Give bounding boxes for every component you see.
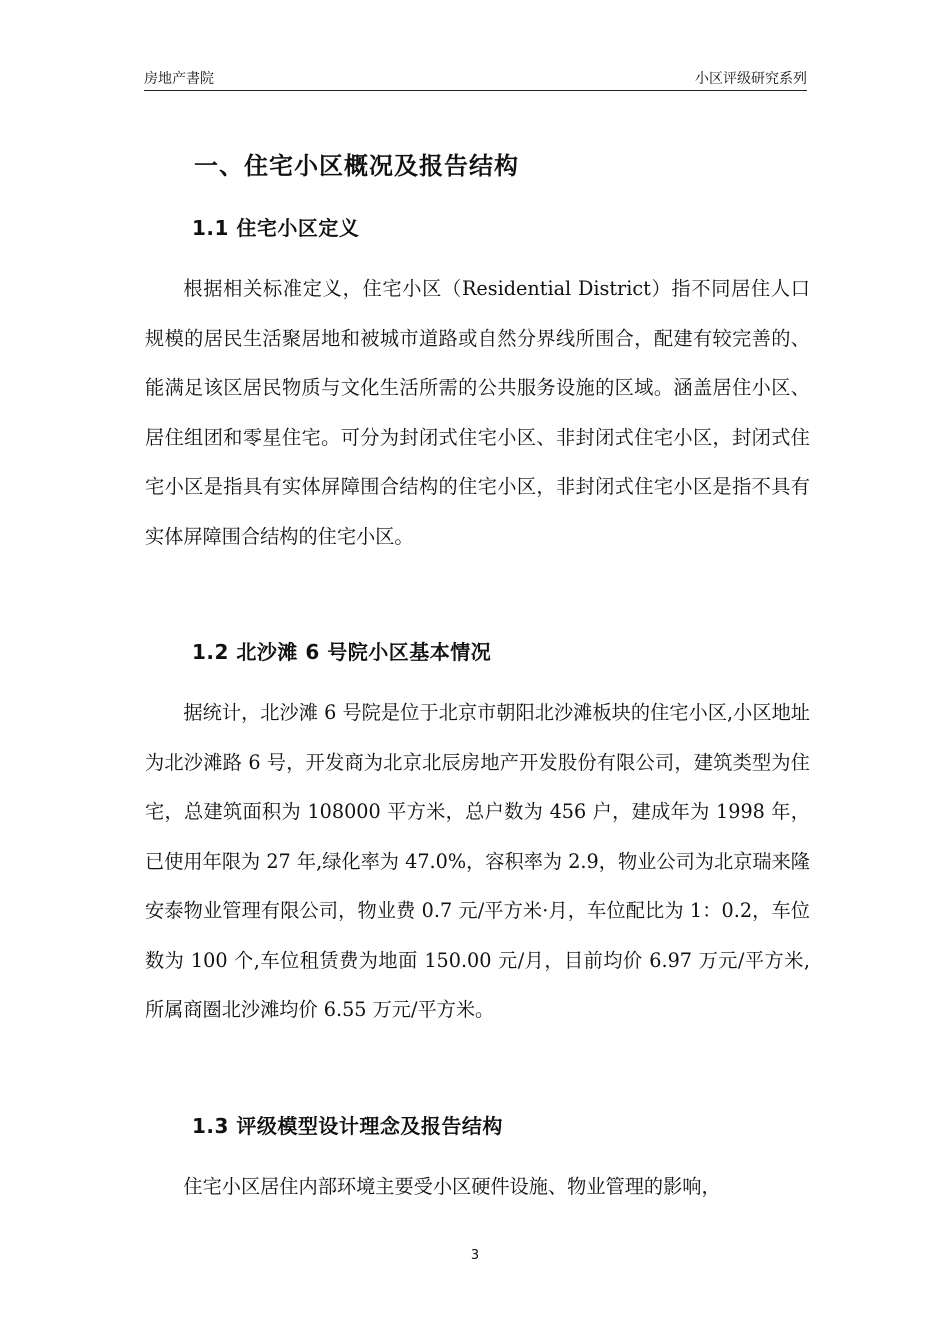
paragraph-model-design: 住宅小区居住内部环境主要受小区硬件设施、物业管理的影响， — [183, 1175, 721, 1198]
subsection-heading-1-2: 1.2 北沙滩 6 号院小区基本情况 — [192, 640, 492, 664]
paragraph-definition: 根据相关标准定义，住宅小区（Residential District）指不同居住人口规模的居民生活聚居地和被城市道路或自然分界线所围合，配建有较完善的、能满足该区居民物质与文化生活所需的公共服务设施的区域。涵盖居住小区、居住组团和零星住宅。可分为封闭式住宅小区、非封闭式住宅小区，封闭式住宅小区是指具有实体屏障围合结构的住宅小区，非封闭式住宅小区是指不具有实体屏障围合结构的住宅小区。 — [145, 277, 810, 548]
paragraph-basic-info: 据统计，北沙滩 6 号院是位于北京市朝阳北沙滩板块的住宅小区,小区地址为北沙滩路 6 号，开发商为北京北辰房地产开发股份有限公司，建筑类型为住宅，总建筑面积为 108000 平方米，总户数为 456 户，建成年为 1998 年，已使用年限为 27 年,绿化率为 47.0%，容积率为 2.9，物业公司为北京瑞来隆安泰物业管理有限公司，物业费 0.7 元/平方米·月，车位配比为 1：0.2，车位数为 100 个,车位租赁费为地面 150.00 元/月，目前均价 6.97 万元/平方米,所属商圈北沙滩均价 6.55 万元/平方米。 — [145, 701, 810, 1021]
subsection-heading-1-3: 1.3 评级模型设计理念及报告结构 — [192, 1114, 503, 1138]
page-number: 3 — [470, 1248, 480, 1263]
header-publisher: 房地产書院 — [144, 71, 214, 87]
subsection-heading-1-1: 1.1 住宅小区定义 — [192, 216, 360, 240]
page-header — [144, 66, 807, 91]
section-title: 一、住宅小区概况及报告结构 — [194, 152, 519, 180]
header-series-title: 小区评级研究系列 — [695, 71, 807, 87]
